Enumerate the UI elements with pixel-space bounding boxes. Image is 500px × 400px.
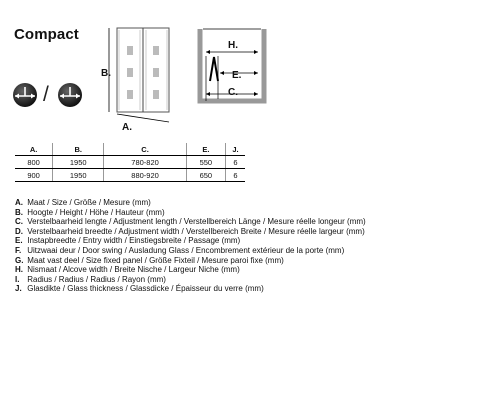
legend-key: A. xyxy=(15,198,23,207)
legend-text: Uitzwaai deur / Door swing / Ausladung Glass / Encombrement extérieur de la porte (mm) xyxy=(27,245,345,255)
dimension-label-c: C. xyxy=(228,87,238,98)
legend-item xyxy=(15,265,495,275)
legend-key: F. xyxy=(15,245,22,255)
legend-text: Instapbreedte / Entry width / Einstiegsbreite / Passage (mm) xyxy=(27,236,241,246)
legend-text: Nismaat / Alcove width / Breite Nische / Largeur Niche (mm) xyxy=(27,265,240,275)
table-cell: 6 xyxy=(225,156,245,169)
dimension-label-h: H. xyxy=(228,40,238,51)
table-header: C. xyxy=(104,143,187,156)
legend-item xyxy=(15,217,495,227)
legend-item xyxy=(15,236,495,246)
legend-key: C. xyxy=(15,217,23,227)
legend-text: Maat / Size / Größe / Mesure (mm) xyxy=(27,198,151,207)
legend-text: Maat vast deel / Size fixed panel / Größe Fixteil / Mesure paroi fixe (mm) xyxy=(27,255,284,265)
legend-key: H. xyxy=(15,265,23,275)
adjust-width-icon xyxy=(57,82,83,108)
legend-item xyxy=(15,198,495,208)
legend-text: Glasdikte / Glass thickness / Glassdicke / Épaisseur du verre (mm) xyxy=(27,284,264,294)
legend-key: B. xyxy=(15,207,23,217)
legend-key: D. xyxy=(15,226,23,236)
table-header: J. xyxy=(225,143,245,156)
table-cell: 780-820 xyxy=(104,156,187,169)
legend-key: E. xyxy=(15,236,23,246)
table-header: E. xyxy=(186,143,225,156)
table-cell: 6 xyxy=(225,169,245,182)
legend-item xyxy=(15,208,495,218)
table-row xyxy=(15,169,245,182)
table-row xyxy=(15,156,245,169)
dimension-label-a: A. xyxy=(122,122,132,133)
legend-key: I. xyxy=(15,274,20,284)
table-cell: 900 xyxy=(15,169,53,182)
dimension-label-e: E. xyxy=(232,70,242,81)
legend-text: Verstelbaarheid breedte / Adjustment width / Verstellbereich Breite / Mesure réelle largeur (mm) xyxy=(27,226,365,236)
legend-item xyxy=(15,256,495,266)
table-cell: 650 xyxy=(186,169,225,182)
legend-item xyxy=(15,284,495,294)
table-cell: 880-920 xyxy=(104,169,187,182)
separator-slash: / xyxy=(43,83,49,106)
page-title: Compact xyxy=(14,26,79,43)
table-cell: 800 xyxy=(15,156,53,169)
legend-key: G. xyxy=(15,255,24,265)
legend-item xyxy=(15,275,495,285)
spec-table xyxy=(15,143,245,182)
dimension-legend xyxy=(15,198,495,294)
legend-item xyxy=(15,227,495,237)
adjust-width-icon xyxy=(12,82,38,108)
legend-text: Radius / Radius / Radius / Rayon (mm) xyxy=(27,274,166,284)
table-cell: 550 xyxy=(186,156,225,169)
legend-text: Verstelbaarheid lengte / Adjustment length / Verstellbereich Länge / Mesure réelle longeur (mm) xyxy=(27,217,366,227)
table-cell: 1950 xyxy=(53,169,104,182)
legend-text: Hoogte / Height / Höhe / Hauteur (mm) xyxy=(27,207,165,217)
legend-item xyxy=(15,246,495,256)
dimension-label-b: B. xyxy=(101,68,111,79)
table-header-row xyxy=(15,143,245,156)
legend-key: J. xyxy=(15,284,22,294)
table-header: A. xyxy=(15,143,53,156)
table-header: B. xyxy=(53,143,104,156)
table-cell: 1950 xyxy=(53,156,104,169)
